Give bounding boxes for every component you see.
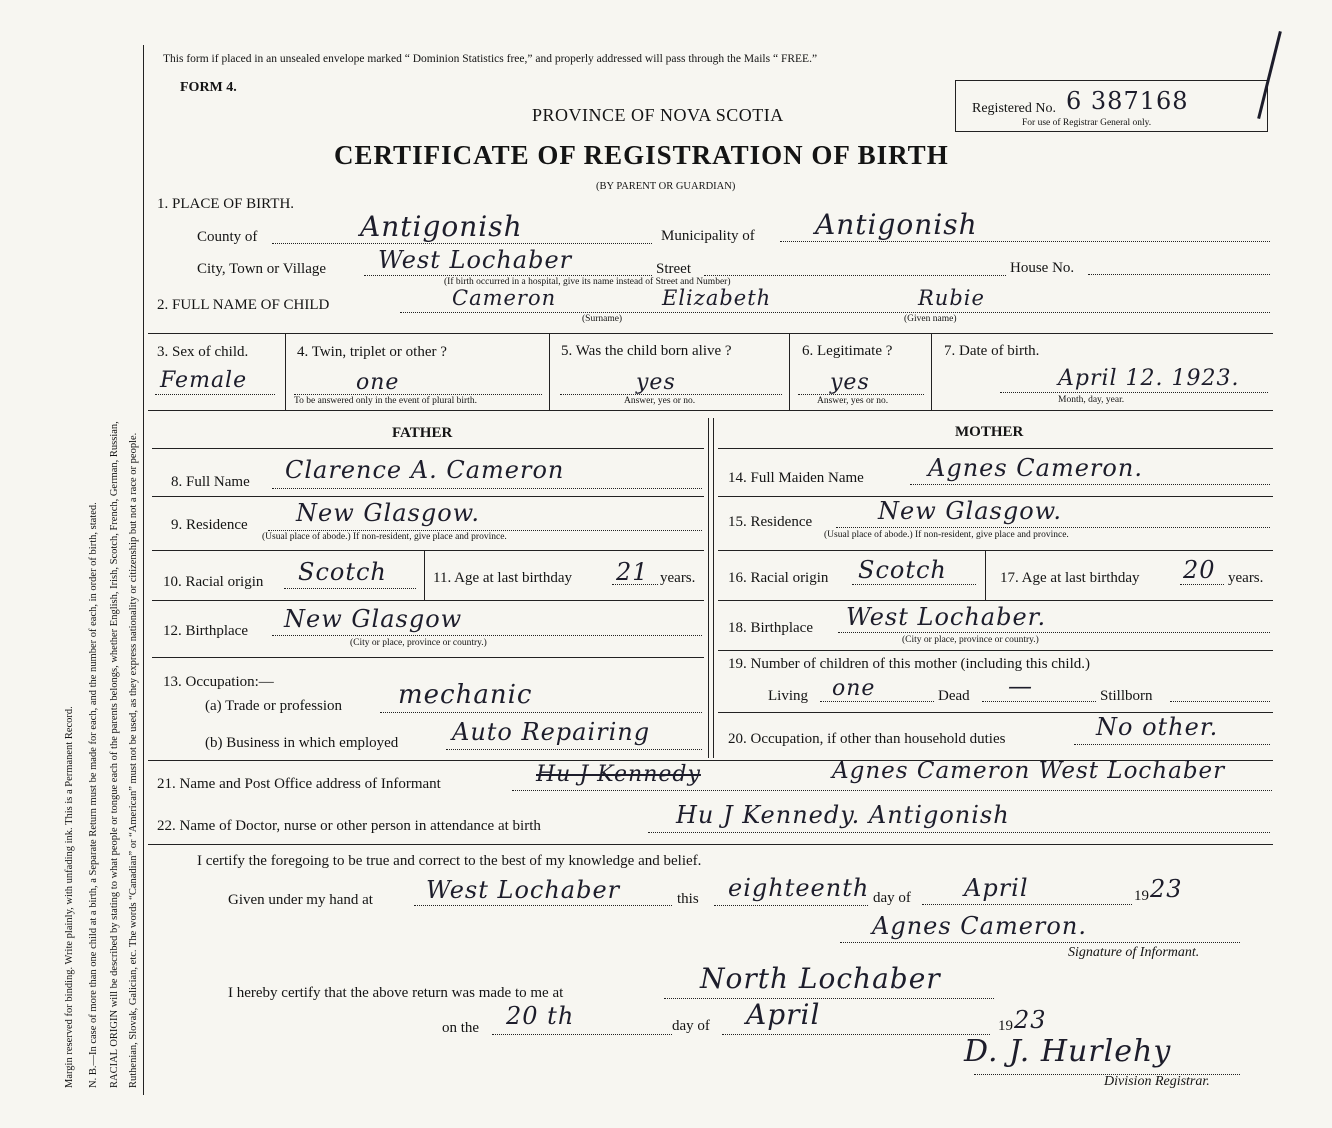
informant-struck-value: Hu J Kennedy bbox=[536, 762, 701, 787]
father-birthplace-note: (City or place, province or country.) bbox=[350, 638, 487, 648]
father-residence-label: 9. Residence bbox=[171, 517, 248, 533]
registration-box bbox=[955, 80, 1268, 132]
signature-caption: Signature of Informant. bbox=[1068, 945, 1200, 960]
informant-label: 21. Name and Post Office address of Informant bbox=[157, 776, 441, 792]
dead-value: — bbox=[1008, 672, 1033, 700]
father-age-value: 21 bbox=[616, 558, 649, 586]
row3-div-4 bbox=[931, 333, 932, 410]
mother-rule-4 bbox=[718, 650, 1273, 651]
registrar-statement: I hereby certify that the above return was made to me at bbox=[228, 985, 564, 1001]
margin-note-1: Margin reserved for binding. Write plainly, with unfading ink. This is a Permanent Record. bbox=[64, 706, 75, 1088]
father-age-label: 11. Age at last birthday bbox=[433, 570, 572, 586]
row3-bottom-rule bbox=[148, 410, 1273, 411]
mother-residence-line bbox=[836, 527, 1270, 528]
dead-line bbox=[982, 701, 1096, 702]
given-place: West Lochaber bbox=[426, 876, 621, 904]
registrar-dayof-label: day of bbox=[672, 1018, 710, 1034]
mother-age-line bbox=[1180, 584, 1224, 585]
informant-value: Agnes Cameron West Lochaber bbox=[832, 758, 1226, 784]
given-place-line bbox=[414, 905, 672, 906]
mother-years: years. bbox=[1228, 570, 1264, 586]
legitimate-label: 6. Legitimate ? bbox=[802, 343, 893, 359]
father-race-divider bbox=[424, 550, 425, 600]
alive-note: Answer, yes or no. bbox=[624, 396, 696, 406]
row3-top-rule bbox=[148, 333, 1273, 334]
place-of-birth-label: 1. PLACE OF BIRTH. bbox=[157, 196, 295, 212]
dead-label: Dead bbox=[938, 688, 970, 704]
sex-value: Female bbox=[160, 368, 248, 393]
father-age-line bbox=[612, 584, 658, 585]
mother-name-line bbox=[910, 484, 1270, 485]
child-given-1: Elizabeth bbox=[662, 286, 772, 310]
given-month: April bbox=[964, 874, 1029, 902]
mother-race-label: 16. Racial origin bbox=[728, 570, 829, 586]
house-label: House No. bbox=[1010, 260, 1075, 276]
given-label: Given under my hand at bbox=[228, 892, 373, 908]
father-years: years. bbox=[660, 570, 696, 586]
father-trade-line bbox=[380, 712, 702, 713]
certify-top-rule bbox=[148, 844, 1273, 845]
page-subtitle: (BY PARENT OR GUARDIAN) bbox=[596, 181, 736, 192]
dob-value: April 12. 1923. bbox=[1058, 366, 1240, 391]
dob-note: Month, day, year. bbox=[1058, 395, 1125, 405]
twin-line bbox=[294, 394, 542, 395]
sex-line bbox=[155, 394, 275, 395]
father-rule-4 bbox=[152, 657, 704, 658]
mother-heading: MOTHER bbox=[955, 424, 1024, 440]
municipality-label: Municipality of bbox=[661, 228, 755, 244]
legitimate-line bbox=[798, 394, 924, 395]
given-year-prefix: 19 bbox=[1134, 888, 1149, 904]
row3-div-3 bbox=[789, 333, 790, 410]
doctor-line bbox=[648, 832, 1270, 833]
mother-rule-2 bbox=[718, 550, 1273, 551]
registrar-place: North Lochaber bbox=[700, 962, 941, 995]
mother-occupation-value: No other. bbox=[1096, 713, 1219, 741]
mother-name-label: 14. Full Maiden Name bbox=[728, 470, 864, 486]
father-heading: FATHER bbox=[392, 425, 453, 441]
legitimate-note: Answer, yes or no. bbox=[817, 396, 889, 406]
mother-birthplace-value: West Lochaber. bbox=[846, 603, 1047, 631]
living-value: one bbox=[832, 676, 876, 701]
mother-race-line bbox=[852, 584, 976, 585]
mother-rule-3 bbox=[718, 600, 1273, 601]
father-trade-value: mechanic bbox=[398, 680, 533, 710]
given-day-line bbox=[714, 905, 868, 906]
mother-birthplace-note: (City or place, province or country.) bbox=[902, 635, 1039, 645]
alive-label: 5. Was the child born alive ? bbox=[561, 343, 732, 359]
father-occupation-label: 13. Occupation:— bbox=[163, 674, 274, 690]
stillborn-line bbox=[1170, 701, 1270, 702]
street-line bbox=[704, 275, 1006, 276]
given-day: eighteenth bbox=[728, 874, 870, 902]
twin-value: one bbox=[356, 370, 400, 395]
column-divider-2 bbox=[713, 418, 714, 758]
registrar-place-line bbox=[664, 998, 994, 999]
father-rule-1 bbox=[152, 496, 704, 497]
mother-residence-label: 15. Residence bbox=[728, 514, 813, 530]
father-birthplace-label: 12. Birthplace bbox=[163, 623, 248, 639]
dayof-label: day of bbox=[873, 890, 911, 906]
registered-label: Registered No. bbox=[972, 101, 1056, 116]
page-title: CERTIFICATE OF REGISTRATION OF BIRTH bbox=[334, 140, 949, 170]
father-business-label: (b) Business in which employed bbox=[205, 735, 399, 751]
father-business-line bbox=[446, 749, 702, 750]
given-month-line bbox=[922, 904, 1132, 905]
child-name-label: 2. FULL NAME OF CHILD bbox=[157, 297, 330, 313]
father-name-value: Clarence A. Cameron bbox=[285, 456, 565, 484]
dob-line bbox=[1000, 392, 1268, 393]
mother-occupation-label: 20. Occupation, if other than household duties bbox=[728, 731, 1006, 747]
on-label: on the bbox=[442, 1020, 480, 1036]
informant-signature-line bbox=[840, 942, 1240, 943]
alive-value: yes bbox=[636, 370, 676, 395]
column-divider-1 bbox=[708, 418, 709, 758]
twin-note: To be answered only in the event of plural birth. bbox=[294, 396, 477, 406]
county-value: Antigonish bbox=[360, 210, 523, 243]
province-heading: PROVINCE OF NOVA SCOTIA bbox=[532, 105, 784, 125]
father-name-line bbox=[272, 488, 702, 489]
mother-residence-note: (Usual place of abode.) If non-resident, give place and province. bbox=[824, 530, 1069, 540]
surname-caption: (Surname) bbox=[582, 314, 623, 324]
margin-note-3: RACIAL ORIGIN will be described by stating to what people or tongue each of the parents belongs, whether English, Irish, Scotch, French, German, Russian, bbox=[109, 421, 120, 1088]
registrar-day: 20 th bbox=[506, 1002, 575, 1030]
hospital-note: (If birth occurred in a hospital, give its name instead of Street and Number) bbox=[444, 277, 731, 287]
mother-children-label: 19. Number of children of this mother (including this child.) bbox=[728, 656, 1091, 672]
this-label: this bbox=[677, 891, 699, 907]
father-name-label: 8. Full Name bbox=[171, 474, 250, 490]
mother-residence-value: New Glasgow. bbox=[878, 497, 1062, 525]
stillborn-label: Stillborn bbox=[1100, 688, 1153, 704]
father-trade-label: (a) Trade or profession bbox=[205, 698, 343, 714]
mother-birthplace-label: 18. Birthplace bbox=[728, 620, 813, 636]
pen-mark bbox=[1257, 31, 1282, 119]
city-line bbox=[364, 275, 652, 276]
mother-age-label: 17. Age at last birthday bbox=[1000, 570, 1140, 586]
given-year: 23 bbox=[1150, 875, 1183, 903]
child-surname: Cameron bbox=[452, 286, 557, 310]
legitimate-value: yes bbox=[830, 370, 870, 395]
street-label: Street bbox=[656, 261, 691, 277]
sex-label: 3. Sex of child. bbox=[157, 344, 249, 360]
row3-div-1 bbox=[285, 333, 286, 410]
row3-div-2 bbox=[549, 333, 550, 410]
municipality-line bbox=[780, 241, 1270, 242]
twin-label: 4. Twin, triplet or other ? bbox=[297, 344, 447, 360]
registrar-signature: D. J. Hurlehy bbox=[964, 1034, 1172, 1069]
child-name-line bbox=[400, 312, 1270, 313]
municipality-value: Antigonish bbox=[815, 208, 978, 241]
living-line bbox=[820, 701, 934, 702]
mother-birthplace-line bbox=[838, 632, 1270, 633]
doctor-value: Hu J Kennedy. Antigonish bbox=[676, 801, 1010, 829]
father-rule-2 bbox=[152, 550, 704, 551]
father-race-label: 10. Racial origin bbox=[163, 574, 264, 590]
father-residence-line bbox=[268, 530, 702, 531]
father-residence-value: New Glasgow. bbox=[296, 499, 480, 527]
certify-statement: I certify the foregoing to be true and correct to the best of my knowledge and belief. bbox=[197, 853, 702, 869]
father-business-value: Auto Repairing bbox=[452, 718, 651, 746]
registered-number: 6 387168 bbox=[1066, 87, 1189, 115]
father-rule-3 bbox=[152, 600, 704, 601]
informant-line bbox=[512, 790, 1272, 791]
mother-heading-rule bbox=[718, 448, 1273, 449]
mother-name-value: Agnes Cameron. bbox=[928, 454, 1143, 482]
mail-notice: This form if placed in an unsealed envelope marked “ Dominion Statistics free,” and properly addressed will pass through the Mails “ FREE.” bbox=[163, 53, 818, 65]
margin-note-4: Ruthenian, Slovak, Galician, etc. The words “Canadian” or “American” must not be used, as they express nationality or citizenship but not a race or people. bbox=[128, 432, 139, 1088]
county-line bbox=[272, 243, 652, 244]
given-caption: (Given name) bbox=[904, 314, 957, 324]
father-race-line bbox=[284, 588, 416, 589]
child-given-2: Rubie bbox=[918, 286, 985, 310]
father-birthplace-value: New Glasgow bbox=[284, 605, 463, 633]
registrar-note: For use of Registrar General only. bbox=[1022, 118, 1152, 128]
mother-race-value: Scotch bbox=[858, 556, 947, 584]
margin-note-2: N. B.—In case of more than one child at a birth, a Separate Return must be made for each, and the number of each, in order of birth, stated. bbox=[88, 502, 99, 1088]
father-birthplace-line bbox=[272, 635, 702, 636]
margin-rule bbox=[143, 45, 144, 1095]
registrar-year-prefix: 19 bbox=[998, 1018, 1013, 1034]
dob-label: 7. Date of birth. bbox=[944, 343, 1040, 359]
mother-race-divider bbox=[985, 550, 986, 600]
registrar-day-line bbox=[492, 1034, 672, 1035]
father-race-value: Scotch bbox=[298, 558, 387, 586]
registrar-year: 23 bbox=[1014, 1006, 1047, 1034]
registrar-caption: Division Registrar. bbox=[1104, 1074, 1210, 1089]
doctor-label: 22. Name of Doctor, nurse or other person in attendance at birth bbox=[157, 818, 541, 834]
living-label: Living bbox=[768, 688, 808, 704]
father-residence-note: (Usual place of abode.) If non-resident, give place and province. bbox=[262, 532, 507, 542]
registrar-month-line bbox=[722, 1034, 990, 1035]
father-heading-rule bbox=[152, 448, 704, 449]
house-line bbox=[1088, 274, 1270, 275]
county-label: County of bbox=[197, 229, 258, 245]
registrar-month: April bbox=[746, 998, 821, 1031]
mother-occupation-line bbox=[1074, 744, 1270, 745]
city-value: West Lochaber bbox=[378, 246, 573, 274]
informant-signature: Agnes Cameron. bbox=[872, 912, 1087, 940]
mother-age-value: 20 bbox=[1183, 556, 1216, 584]
city-label: City, Town or Village bbox=[197, 261, 327, 277]
form-number: FORM 4. bbox=[180, 80, 237, 95]
alive-line bbox=[560, 394, 782, 395]
